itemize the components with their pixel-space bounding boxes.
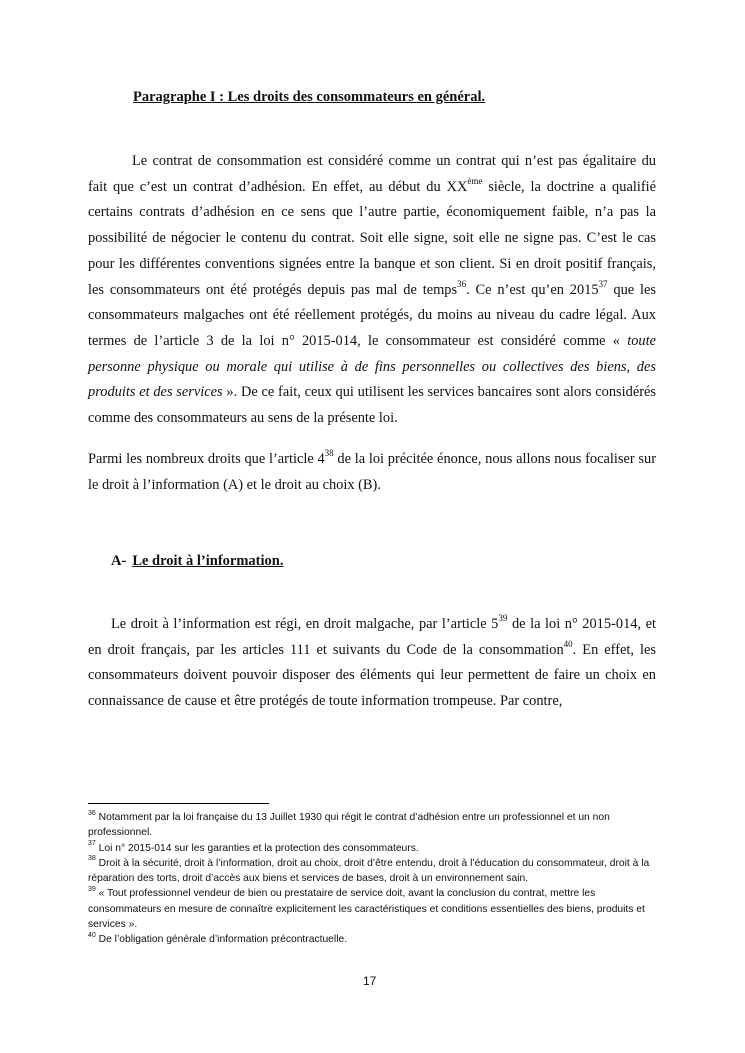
text-run: Parmi les nombreux droits que l’article 4	[88, 451, 325, 467]
footnote-text: Notamment par la loi française du 13 Juillet 1930 qui régit le contrat d’adhésion entre un professionnel et un non professionnel.	[88, 812, 610, 839]
footnote-text: Loi n° 2015-014 sur les garanties et la protection des consommateurs.	[95, 842, 419, 854]
text-run: de la loi n° 2015-014, et en droit français, par les articles 111 et suivants du Code de la consommation	[88, 616, 656, 658]
page-number: 17	[363, 974, 377, 988]
paragraph-rights	[88, 447, 656, 498]
footnote-ref-36[interactable]: 36	[457, 278, 467, 289]
footnote-text: « Tout professionnel vendeur de bien ou prestataire de service doit, avant la conclusion du contrat, mettre les consommateurs en mesure de connaître explicitement les caractéristiques et conditions essentielles des biens, produits et services ».	[88, 888, 645, 931]
footnote-39	[88, 886, 658, 932]
heading-title: Le droit à l’information.	[132, 553, 284, 569]
footnote-ref-37[interactable]: 37	[598, 278, 608, 289]
legal-quote: toute personne physique ou morale qui utilise à de fins personnelles ou collectives des biens, des produits et des services	[88, 332, 656, 401]
text-run: Le droit à l’information est régi, en droit malgache, par l’article 5	[111, 616, 499, 632]
paragraph-information	[88, 612, 656, 715]
footnote-ref-39[interactable]: 39	[498, 613, 508, 624]
heading-number: A-	[111, 553, 127, 569]
footnote-ref-40[interactable]: 40	[563, 638, 573, 649]
footnote-number: 37	[88, 840, 96, 848]
footnote-36	[88, 810, 658, 841]
section-heading-a	[111, 553, 283, 570]
paragraph-intro	[88, 149, 656, 432]
footnote-40	[88, 932, 658, 947]
text-run: . Ce n’est qu’en 2015	[466, 281, 599, 298]
footnote-number: 39	[88, 886, 96, 894]
footnote-text: De l’obligation générale d’information précontractuelle.	[95, 934, 348, 946]
footnote-number: 40	[88, 931, 96, 939]
footnote-text: Droit à la sécurité, droit à l’information, droit au choix, droit d’être entendu, droit à l’éducation du consommateur, droit à la réparation des torts, droit d’accès aux biens et services de bases, droit à un environnement sain.	[88, 857, 650, 885]
text-run: que les consommateurs malgaches ont été réellement protégés, du moins au niveau du cadre légal. Aux termes de l’article 3 de la loi n° 2015-014, le consommateur est considéré comme «	[88, 281, 656, 349]
footnotes	[88, 810, 658, 948]
footnote-ref-38[interactable]: 38	[324, 448, 334, 459]
footnote-number: 36	[88, 809, 96, 817]
text-run: Le contrat de consommation est considéré comme un contrat qui n’est pas égalitaire du fait que c’est un contrat d’adhésion. En effet, au début du XX	[88, 153, 656, 195]
text-run: de la loi précitée énonce, nous allons nous focaliser sur le droit à l’information (A) et le droit au choix (B).	[88, 451, 656, 493]
footnote-37	[88, 841, 658, 856]
footnote-38	[88, 856, 658, 887]
text-run: ». De ce fait, ceux qui utilisent les services bancaires sont alors considérés comme des consommateurs au sens de la présente loi.	[88, 384, 656, 427]
text-run: siècle, la doctrine a qualifié certains contrats d’adhésion en ce sens que l’autre partie, économiquement faible, n’a pas la possibilité de négocier le contenu du contrat. Soit elle signe, soit elle ne signe pas. C’est le cas pour les différentes conventions signées entre la banque et son client. Si en droit positif français, les consommateurs ont été protégés depuis pas mal de temps	[88, 178, 657, 298]
footnote-separator	[88, 803, 269, 804]
section-heading-paragraphe-1: Paragraphe I : Les droits des consommateurs en général.	[133, 89, 486, 105]
text-run: . En effet, les consommateurs doivent pouvoir disposer des éléments qui leur permettent de faire un choix en connaissance de cause et être protégés de toute information trompeuse. Par contre,	[88, 641, 656, 710]
footnote-number: 38	[88, 855, 96, 863]
superscript: ème	[467, 175, 483, 186]
